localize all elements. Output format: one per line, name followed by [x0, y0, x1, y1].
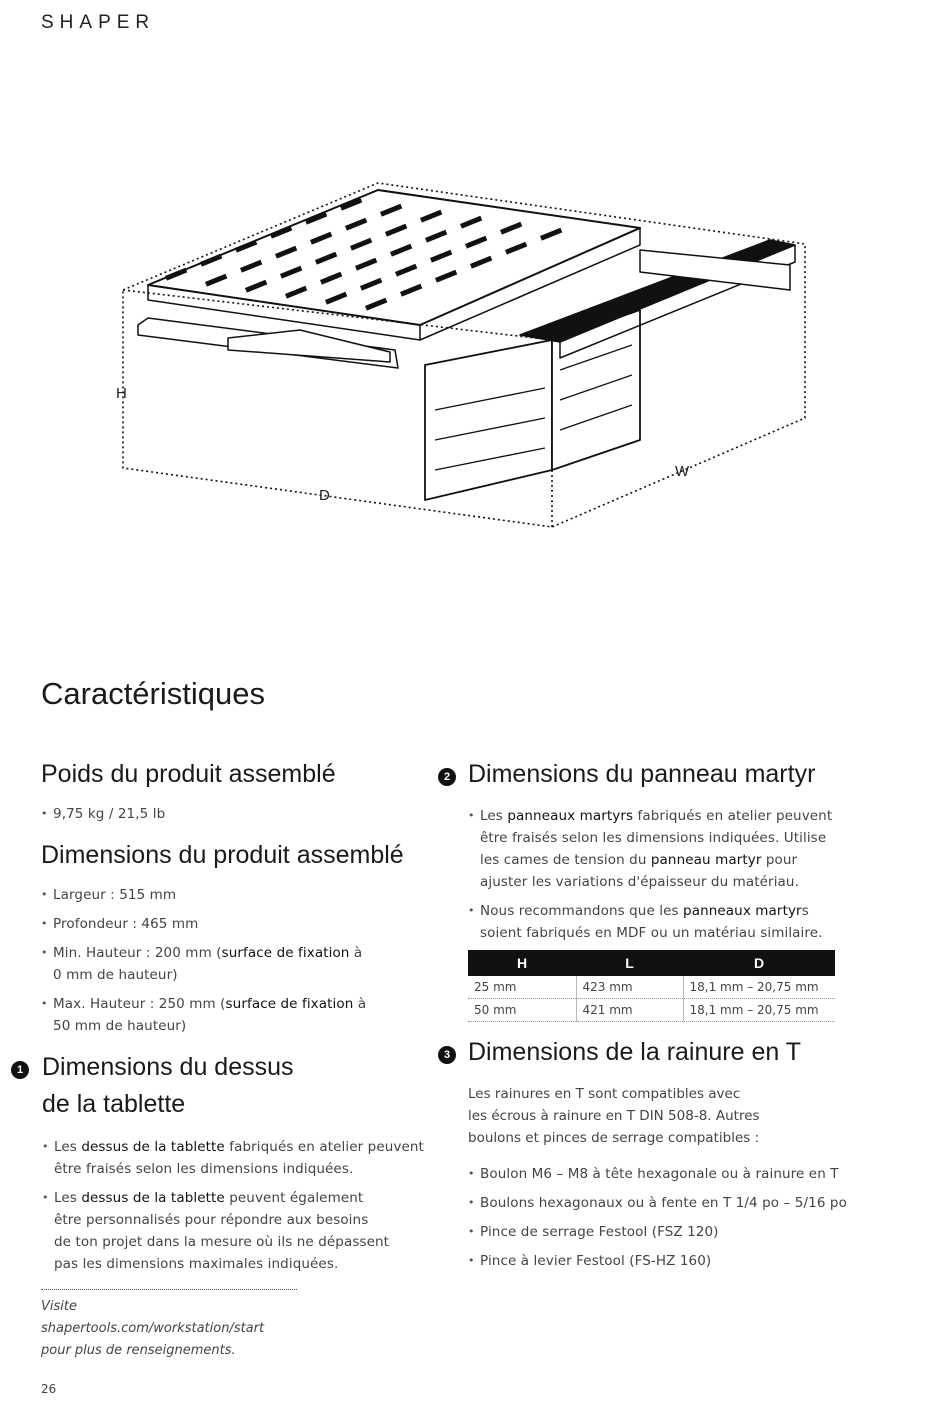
badge-1: 1: [11, 1061, 29, 1079]
tabletop-list: [42, 1136, 442, 1275]
spoilboard-table: [468, 950, 835, 1022]
tslot-item: • Boulon M6 – M8 à tête hexagonale ou à rainure en T: [468, 1163, 888, 1185]
table-cell: 18,1 mm – 20,75 mm: [683, 999, 835, 1022]
tslot-intro: Les rainures en T sont compatibles avec les écrous à rainure en T DIN 508-8. Autres boulons et pinces de serrage compatibles :: [468, 1086, 760, 1146]
min-height-item: • Min. Hauteur : 200 mm (surface de fixation à 0 mm de hauteur): [41, 942, 441, 986]
table-header-row: [468, 950, 835, 976]
width-label: W: [675, 463, 690, 480]
tslot-section: [468, 1034, 888, 1272]
badge-2: 2: [438, 768, 456, 786]
spoilboard-heading: Dimensions du panneau martyr: [468, 760, 816, 788]
table-row: [468, 999, 835, 1022]
tabletop-item-1: • Les dessus de la tablette fabriqués en atelier peuvent être fraisés selon les dimensions indiquées.: [42, 1136, 442, 1180]
height-label: H: [116, 385, 127, 402]
shaper-logo: [41, 12, 155, 34]
table-header: D: [683, 950, 835, 976]
weight-item: • 9,75 kg / 21,5 lb: [41, 803, 441, 825]
spoilboard-item-1: • Les panneaux martyrs fabriqués en atelier peuvent être fraisés selon les dimensions indiquées. Utilise les cames de tension du panneau martyr pour ajuster les variations d'épaisseur du matériau.: [468, 805, 868, 893]
tabletop-item-2: • Les dessus de la tablette peuvent également être personnalisés pour répondre aux besoins de ton projet dans la mesure où ils ne dépassent pas les dimensions maximales indiquées.: [42, 1187, 442, 1275]
tslot-item: • Boulons hexagonaux ou à fente en T 1/4 po – 5/16 po: [468, 1192, 888, 1214]
weight-list: [41, 803, 441, 825]
depth-item: • Profondeur : 465 mm: [41, 913, 441, 935]
spoilboard-list: [468, 805, 868, 944]
table-row: [468, 976, 835, 999]
product-dims-list: [41, 884, 441, 1037]
page-number: 26: [41, 1382, 57, 1396]
more-info-note: Visite shapertools.com/workstation/start pour plus de renseignements.: [41, 1289, 297, 1362]
tabletop-section: [42, 1049, 442, 1275]
tslot-item: • Pince à levier Festool (FS-HZ 160): [468, 1250, 888, 1272]
badge-3: 3: [438, 1046, 456, 1064]
depth-label: D: [319, 487, 330, 504]
tabletop-heading-line1: Dimensions du dessus: [42, 1053, 294, 1081]
tslot-heading: Dimensions de la rainure en T: [468, 1038, 802, 1066]
weight-heading: Poids du produit assemblé: [41, 760, 336, 788]
table-cell: 50 mm: [468, 999, 576, 1022]
product-dims-heading: Dimensions du produit assemblé: [41, 841, 404, 869]
workstation-illustration: [0, 160, 950, 540]
table-cell: 25 mm: [468, 976, 576, 999]
spoilboard-item-2: • Nous recommandons que les panneaux martyrs soient fabriqués en MDF ou un matériau similaire.: [468, 900, 868, 944]
left-column: [41, 756, 441, 1037]
spoilboard-section: [468, 756, 868, 1022]
table-header: H: [468, 950, 576, 976]
table-cell: 18,1 mm – 20,75 mm: [683, 976, 835, 999]
logo-text: SHAPER: [41, 12, 156, 33]
table-cell: 423 mm: [576, 976, 683, 999]
table-header: L: [576, 950, 683, 976]
tslot-item: • Pince de serrage Festool (FSZ 120): [468, 1221, 888, 1243]
max-height-item: • Max. Hauteur : 250 mm (surface de fixation à 50 mm de hauteur): [41, 993, 441, 1037]
tslot-list: [468, 1163, 888, 1272]
page-title: Caractéristiques: [41, 676, 265, 711]
tabletop-heading-line2: de la tablette: [42, 1090, 186, 1118]
width-item: • Largeur : 515 mm: [41, 884, 441, 906]
table-cell: 421 mm: [576, 999, 683, 1022]
